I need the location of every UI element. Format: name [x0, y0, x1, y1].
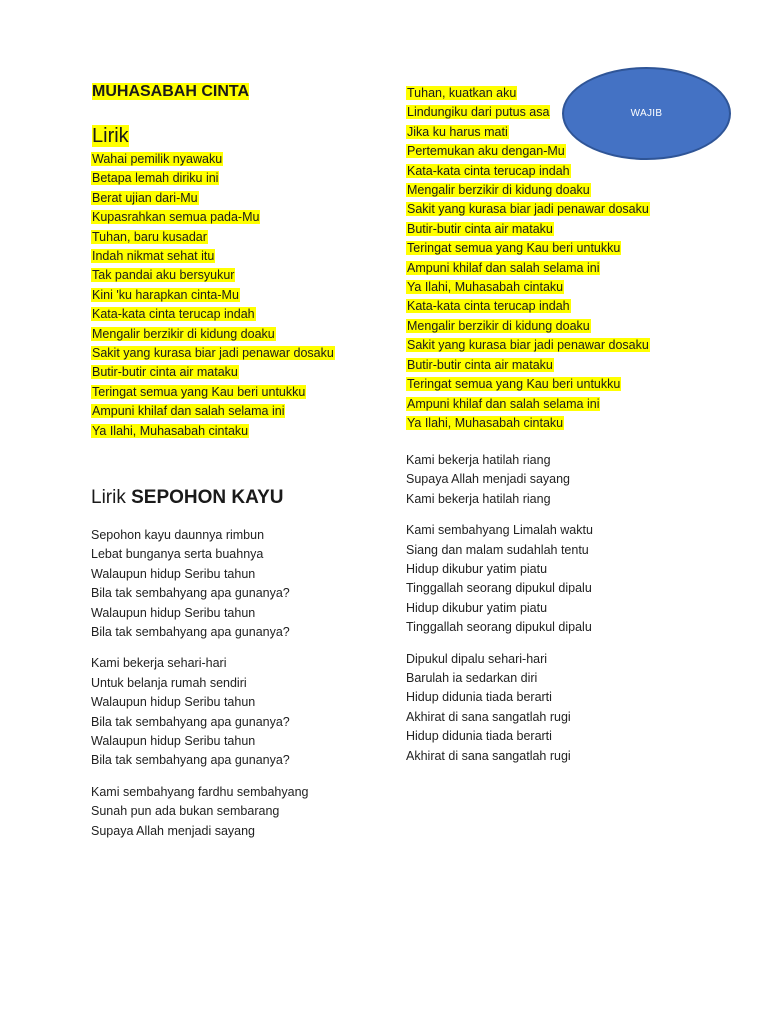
- lyric-line: [91, 305, 335, 324]
- lyric-line-text: Kupasrahkan semua pada-Mu: [92, 210, 260, 225]
- lyric-line-text: Ampuni khilaf dan salah selama ini: [407, 396, 600, 411]
- song-title-prefix: Lirik: [91, 487, 126, 508]
- lyric-line: Supaya Allah menjadi sayang: [91, 823, 256, 838]
- lyric-line: [406, 375, 650, 394]
- lyric-line: Untuk belanja rumah sendiri: [91, 675, 247, 690]
- lyric-line-text: Ya Ilahi, Muhasabah cintaku: [92, 423, 249, 438]
- lyric-line: Akhirat di sana sangatlah rugi: [406, 709, 571, 724]
- sepohon-kayu-lyrics-right: [406, 451, 593, 766]
- lyric-line: [91, 189, 335, 208]
- lyric-line-text: Jika ku harus mati: [407, 124, 508, 139]
- lyric-line: Kami bekerja hatilah riang: [406, 453, 551, 467]
- lyric-line-text: Kini 'ku harapkan cinta-Mu: [92, 287, 239, 302]
- lyric-line-text: Mengalir berzikir di kidung doaku: [407, 183, 590, 198]
- lyric-line-text: Tuhan, kuatkan aku: [407, 86, 517, 100]
- lyric-line: Bila tak sembahyang apa gunanya?: [91, 586, 290, 601]
- lyric-line: [406, 181, 650, 200]
- lyric-line: Tinggallah seorang dipukul dipalu: [406, 581, 592, 596]
- lyric-line-text: Wahai pemilik nyawaku: [92, 152, 223, 166]
- lyric-line: [406, 220, 650, 239]
- lyric-line: Walaupun hidup Seribu tahun: [91, 566, 256, 581]
- lyric-line: Sepohon kayu daunnya rimbun: [91, 528, 265, 542]
- lyric-line: [406, 414, 650, 433]
- sepohon-kayu-lyrics-left: [91, 526, 309, 841]
- song-title-muhasabah: [91, 82, 250, 102]
- lyric-line: [406, 336, 650, 355]
- wajib-badge: [562, 67, 731, 160]
- lyric-line: Hidup didunia tiada berarti: [406, 729, 552, 744]
- lyric-line-text: Mengalir berzikir di kidung doaku: [407, 318, 590, 333]
- stanza: [406, 650, 593, 766]
- lyric-line-text: Butir-butir cinta air mataku: [92, 365, 238, 380]
- lyric-line: Kami sembahyang fardhu sembahyang: [91, 784, 309, 799]
- lyric-line-text: Tuhan, baru kusadar: [92, 229, 207, 244]
- lyric-line-text: Teringat semua yang Kau beri untukku: [407, 377, 621, 392]
- lyric-line: [406, 317, 650, 336]
- lyric-line-text: Pertemukan aku dengan-Mu: [407, 144, 565, 159]
- lirik-heading: [91, 124, 130, 148]
- lyric-line: [406, 395, 650, 414]
- lyric-line: Siang dan malam sudahlah tentu: [406, 542, 589, 557]
- lyric-line: [91, 169, 335, 188]
- lyric-line-text: Kata-kata cinta terucap indah: [407, 299, 570, 314]
- muhasabah-lyrics-left: [91, 150, 335, 441]
- lyric-line: Bila tak sembahyang apa gunanya?: [91, 625, 290, 640]
- lyric-line: Bila tak sembahyang apa gunanya?: [91, 753, 290, 768]
- lyric-line-text: Butir-butir cinta air mataku: [407, 357, 553, 372]
- lyric-line: [406, 259, 650, 278]
- lyric-line: [91, 266, 335, 285]
- lyric-line-text: Ya Ilahi, Muhasabah cintaku: [407, 280, 564, 295]
- lyric-line: Walaupun hidup Seribu tahun: [91, 605, 256, 620]
- lyric-line: [91, 383, 335, 402]
- lyric-line: Kami bekerja hatilah riang: [406, 491, 551, 506]
- lyric-line-text: Sakit yang kurasa biar jadi penawar dosaku: [92, 346, 334, 361]
- lyric-line: [91, 150, 335, 169]
- lyric-line: [91, 228, 335, 247]
- lyric-line: [91, 422, 335, 441]
- stanza: [406, 521, 593, 637]
- lyric-line: Hidup dikubur yatim piatu: [406, 562, 548, 577]
- lyric-line-text: Ampuni khilaf dan salah selama ini: [92, 404, 285, 419]
- stanza: [91, 526, 309, 642]
- stanza: [91, 654, 309, 770]
- lyric-line: Walaupun hidup Seribu tahun: [91, 734, 256, 749]
- lyric-line: Kami bekerja sehari-hari: [91, 656, 227, 671]
- lyric-line-text: Kata-kata cinta terucap indah: [407, 163, 570, 178]
- lyric-line-text: Mengalir berzikir di kidung doaku: [92, 326, 275, 341]
- lyric-line-text: Indah nikmat sehat itu: [92, 249, 215, 264]
- lyric-line-text: Sakit yang kurasa biar jadi penawar dosaku: [407, 338, 649, 353]
- stanza: [91, 783, 309, 841]
- lyric-line: Hidup dikubur yatim piatu: [406, 600, 548, 615]
- lyric-line: [406, 239, 650, 258]
- lyric-line-text: Lindungiku dari putus asa: [407, 105, 550, 120]
- lyric-line-text: Sakit yang kurasa biar jadi penawar dosaku: [407, 202, 649, 217]
- lyric-line: Supaya Allah menjadi sayang: [406, 472, 571, 487]
- lyric-line: Bila tak sembahyang apa gunanya?: [91, 714, 290, 729]
- lyric-line: [91, 325, 335, 344]
- lyric-line: Kami sembahyang Limalah waktu: [406, 523, 593, 538]
- lyric-line-text: Tak pandai aku bersyukur: [92, 268, 235, 283]
- lyric-line: Barulah ia sedarkan diri: [406, 671, 538, 686]
- lyric-line: Hidup didunia tiada berarti: [406, 690, 552, 705]
- lyric-line: [91, 402, 335, 421]
- lyric-line-text: Ampuni khilaf dan salah selama ini: [407, 260, 600, 275]
- lyric-line: [406, 278, 650, 297]
- lirik-heading-text: Lirik: [92, 125, 129, 147]
- lyric-line: Lebat bunganya serta buahnya: [91, 547, 264, 562]
- lyric-line-text: Betapa lemah diriku ini: [92, 171, 219, 186]
- stanza: [406, 451, 593, 509]
- lyric-line: [406, 162, 650, 181]
- lyric-line-text: Butir-butir cinta air mataku: [407, 221, 553, 236]
- lyric-line: Walaupun hidup Seribu tahun: [91, 695, 256, 710]
- lyric-line: Akhirat di sana sangatlah rugi: [406, 748, 571, 763]
- lyric-line: Tinggallah seorang dipukul dipalu: [406, 620, 592, 635]
- lyric-line: [91, 286, 335, 305]
- lyric-line: Sunah pun ada bukan sembarang: [91, 804, 280, 819]
- lyric-line: [91, 208, 335, 227]
- song-title-sepohon-kayu: [91, 486, 284, 510]
- lyric-line: [91, 363, 335, 382]
- lyric-line: [91, 344, 335, 363]
- lyric-line: [406, 297, 650, 316]
- lyric-line: [91, 247, 335, 266]
- lyric-line-text: Kata-kata cinta terucap indah: [92, 307, 255, 322]
- lyric-line-text: Teringat semua yang Kau beri untukku: [92, 384, 306, 399]
- lyric-line: [406, 356, 650, 375]
- lyric-line: [406, 200, 650, 219]
- lyric-line-text: Berat ujian dari-Mu: [92, 190, 198, 205]
- wajib-badge-label: WAJIB: [630, 108, 663, 119]
- song-title-name: SEPOHON KAYU: [131, 487, 284, 508]
- lyric-line: Dipukul dipalu sehari-hari: [406, 651, 548, 666]
- song-title-text: MUHASABAH CINTA: [92, 83, 250, 100]
- lyric-line-text: Ya Ilahi, Muhasabah cintaku: [407, 415, 564, 430]
- lyric-line-text: Teringat semua yang Kau beri untukku: [407, 241, 621, 256]
